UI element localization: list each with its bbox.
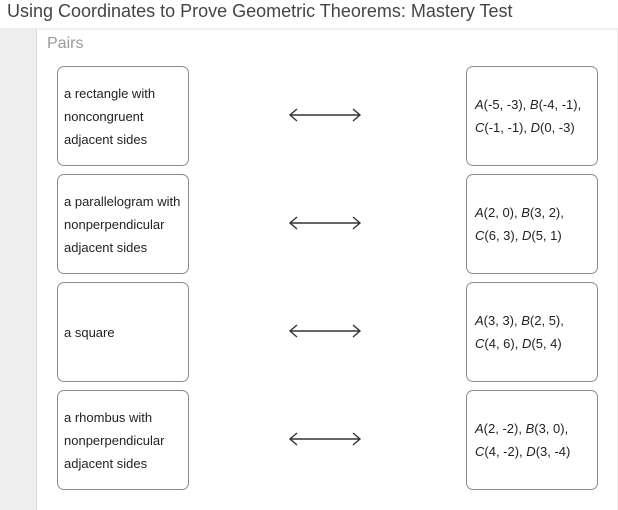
double-headed-arrow-icon	[288, 107, 362, 123]
coordinates-text	[475, 93, 581, 139]
pair-row-2	[0, 174, 618, 276]
coordinates-text	[475, 309, 564, 355]
double-headed-arrow-icon	[288, 323, 362, 339]
coordinates-text	[475, 201, 564, 247]
coordinates-line-2: C(-1, -1), D(0, -3)	[475, 120, 575, 135]
coordinates-line-2: C(4, -2), D(3, -4)	[475, 444, 571, 459]
coordinates-line-1: A(3, 3), B(2, 5),	[475, 313, 564, 328]
shape-tile-4[interactable]	[57, 390, 189, 490]
shape-tile-2[interactable]	[57, 174, 189, 274]
coordinates-line-2: C(4, 6), D(5, 4)	[475, 336, 562, 351]
coordinates-line-2: C(6, 3), D(5, 1)	[475, 228, 562, 243]
double-headed-arrow-icon	[288, 431, 362, 447]
pair-row-4	[0, 390, 618, 492]
coordinates-tile-1[interactable]	[466, 66, 598, 166]
shape-tile-1[interactable]	[57, 66, 189, 166]
coordinates-text	[475, 417, 570, 463]
shape-tile-3[interactable]	[57, 282, 189, 382]
shape-tile-label: a square	[64, 324, 115, 340]
coordinates-line-1: A(2, 0), B(3, 2),	[475, 205, 564, 220]
pair-row-3	[0, 282, 618, 384]
coordinates-tile-3[interactable]	[466, 282, 598, 382]
shape-tile-label: a rhombus with nonperpendicular adjacent sides	[64, 409, 165, 471]
coordinates-line-1: A(-5, -3), B(-4, -1),	[475, 97, 582, 112]
double-headed-arrow-icon	[288, 215, 362, 231]
coordinates-line-1: A(2, -2), B(3, 0),	[475, 421, 569, 436]
shape-tile-label: a parallelogram with nonperpendicular adjacent sides	[64, 193, 181, 255]
coordinates-tile-2[interactable]	[466, 174, 598, 274]
panel-heading: Pairs	[47, 35, 84, 52]
coordinates-tile-4[interactable]	[466, 390, 598, 490]
shape-tile-label: a rectangle with noncongruent adjacent sides	[64, 85, 156, 147]
pair-row-1	[0, 66, 618, 168]
page-title: Using Coordinates to Prove Geometric Theorems: Mastery Test	[7, 1, 513, 21]
